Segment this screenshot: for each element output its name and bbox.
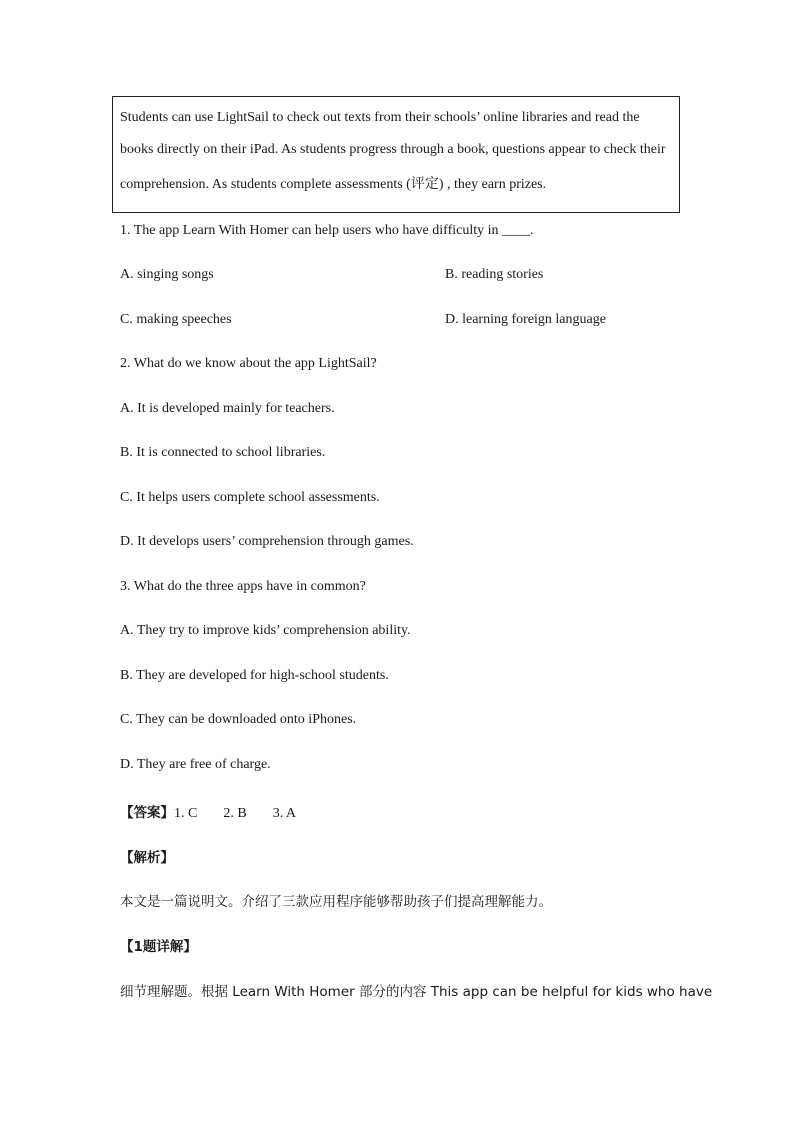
- question-3-option-b: B. They are developed for high-school students.: [120, 668, 389, 683]
- question-1-option-a: A. singing songs: [120, 267, 214, 282]
- detail-1-label: 【1题详解】: [120, 939, 197, 955]
- answer-3: 3. A: [272, 806, 297, 821]
- question-1-option-d: D. learning foreign language: [445, 312, 606, 327]
- question-1-option-b: B. reading stories: [445, 267, 544, 282]
- question-2-option-d: D. It develops users’ comprehension through games.: [120, 534, 414, 549]
- passage-box: [112, 96, 680, 213]
- question-2-stem: 2. What do we know about the app LightSail?: [120, 356, 377, 371]
- question-3-option-d: D. They are free of charge.: [120, 757, 271, 772]
- question-2-option-a: A. It is developed mainly for teachers.: [120, 401, 335, 416]
- question-1-stem: 1. The app Learn With Homer can help users who have difficulty in ____.: [120, 223, 534, 238]
- passage-line-1: Students can use LightSail to check out texts from their schools’ online libraries and read the: [120, 110, 640, 125]
- passage-line-2: books directly on their iPad. As students progress through a book, questions appear to check their: [120, 142, 666, 157]
- analysis-label: 【解析】: [120, 850, 174, 866]
- question-2-option-c: C. It helps users complete school assessments.: [120, 490, 380, 505]
- passage-line-3: comprehension. As students complete assessments (评定) , they earn prizes.: [120, 177, 547, 192]
- answer-line: [120, 801, 296, 822]
- question-3-option-c: C. They can be downloaded onto iPhones.: [120, 712, 357, 727]
- answer-2: 2. B: [223, 806, 247, 821]
- analysis-summary: 本文是一篇说明文。介绍了三款应用程序能够帮助孩子们提高理解能力。: [120, 894, 552, 910]
- question-2-option-b: B. It is connected to school libraries.: [120, 445, 326, 460]
- detail-1-text: 细节理解题。根据 Learn With Homer 部分的内容 This app can be helpful for kids who have: [120, 984, 713, 1000]
- question-3-stem: 3. What do the three apps have in common?: [120, 579, 366, 594]
- question-1-option-c: C. making speeches: [120, 312, 232, 327]
- answer-1: 1. C: [174, 806, 198, 821]
- answer-label: 【答案】: [120, 805, 174, 821]
- question-3-option-a: A. They try to improve kids’ comprehension ability.: [120, 623, 411, 638]
